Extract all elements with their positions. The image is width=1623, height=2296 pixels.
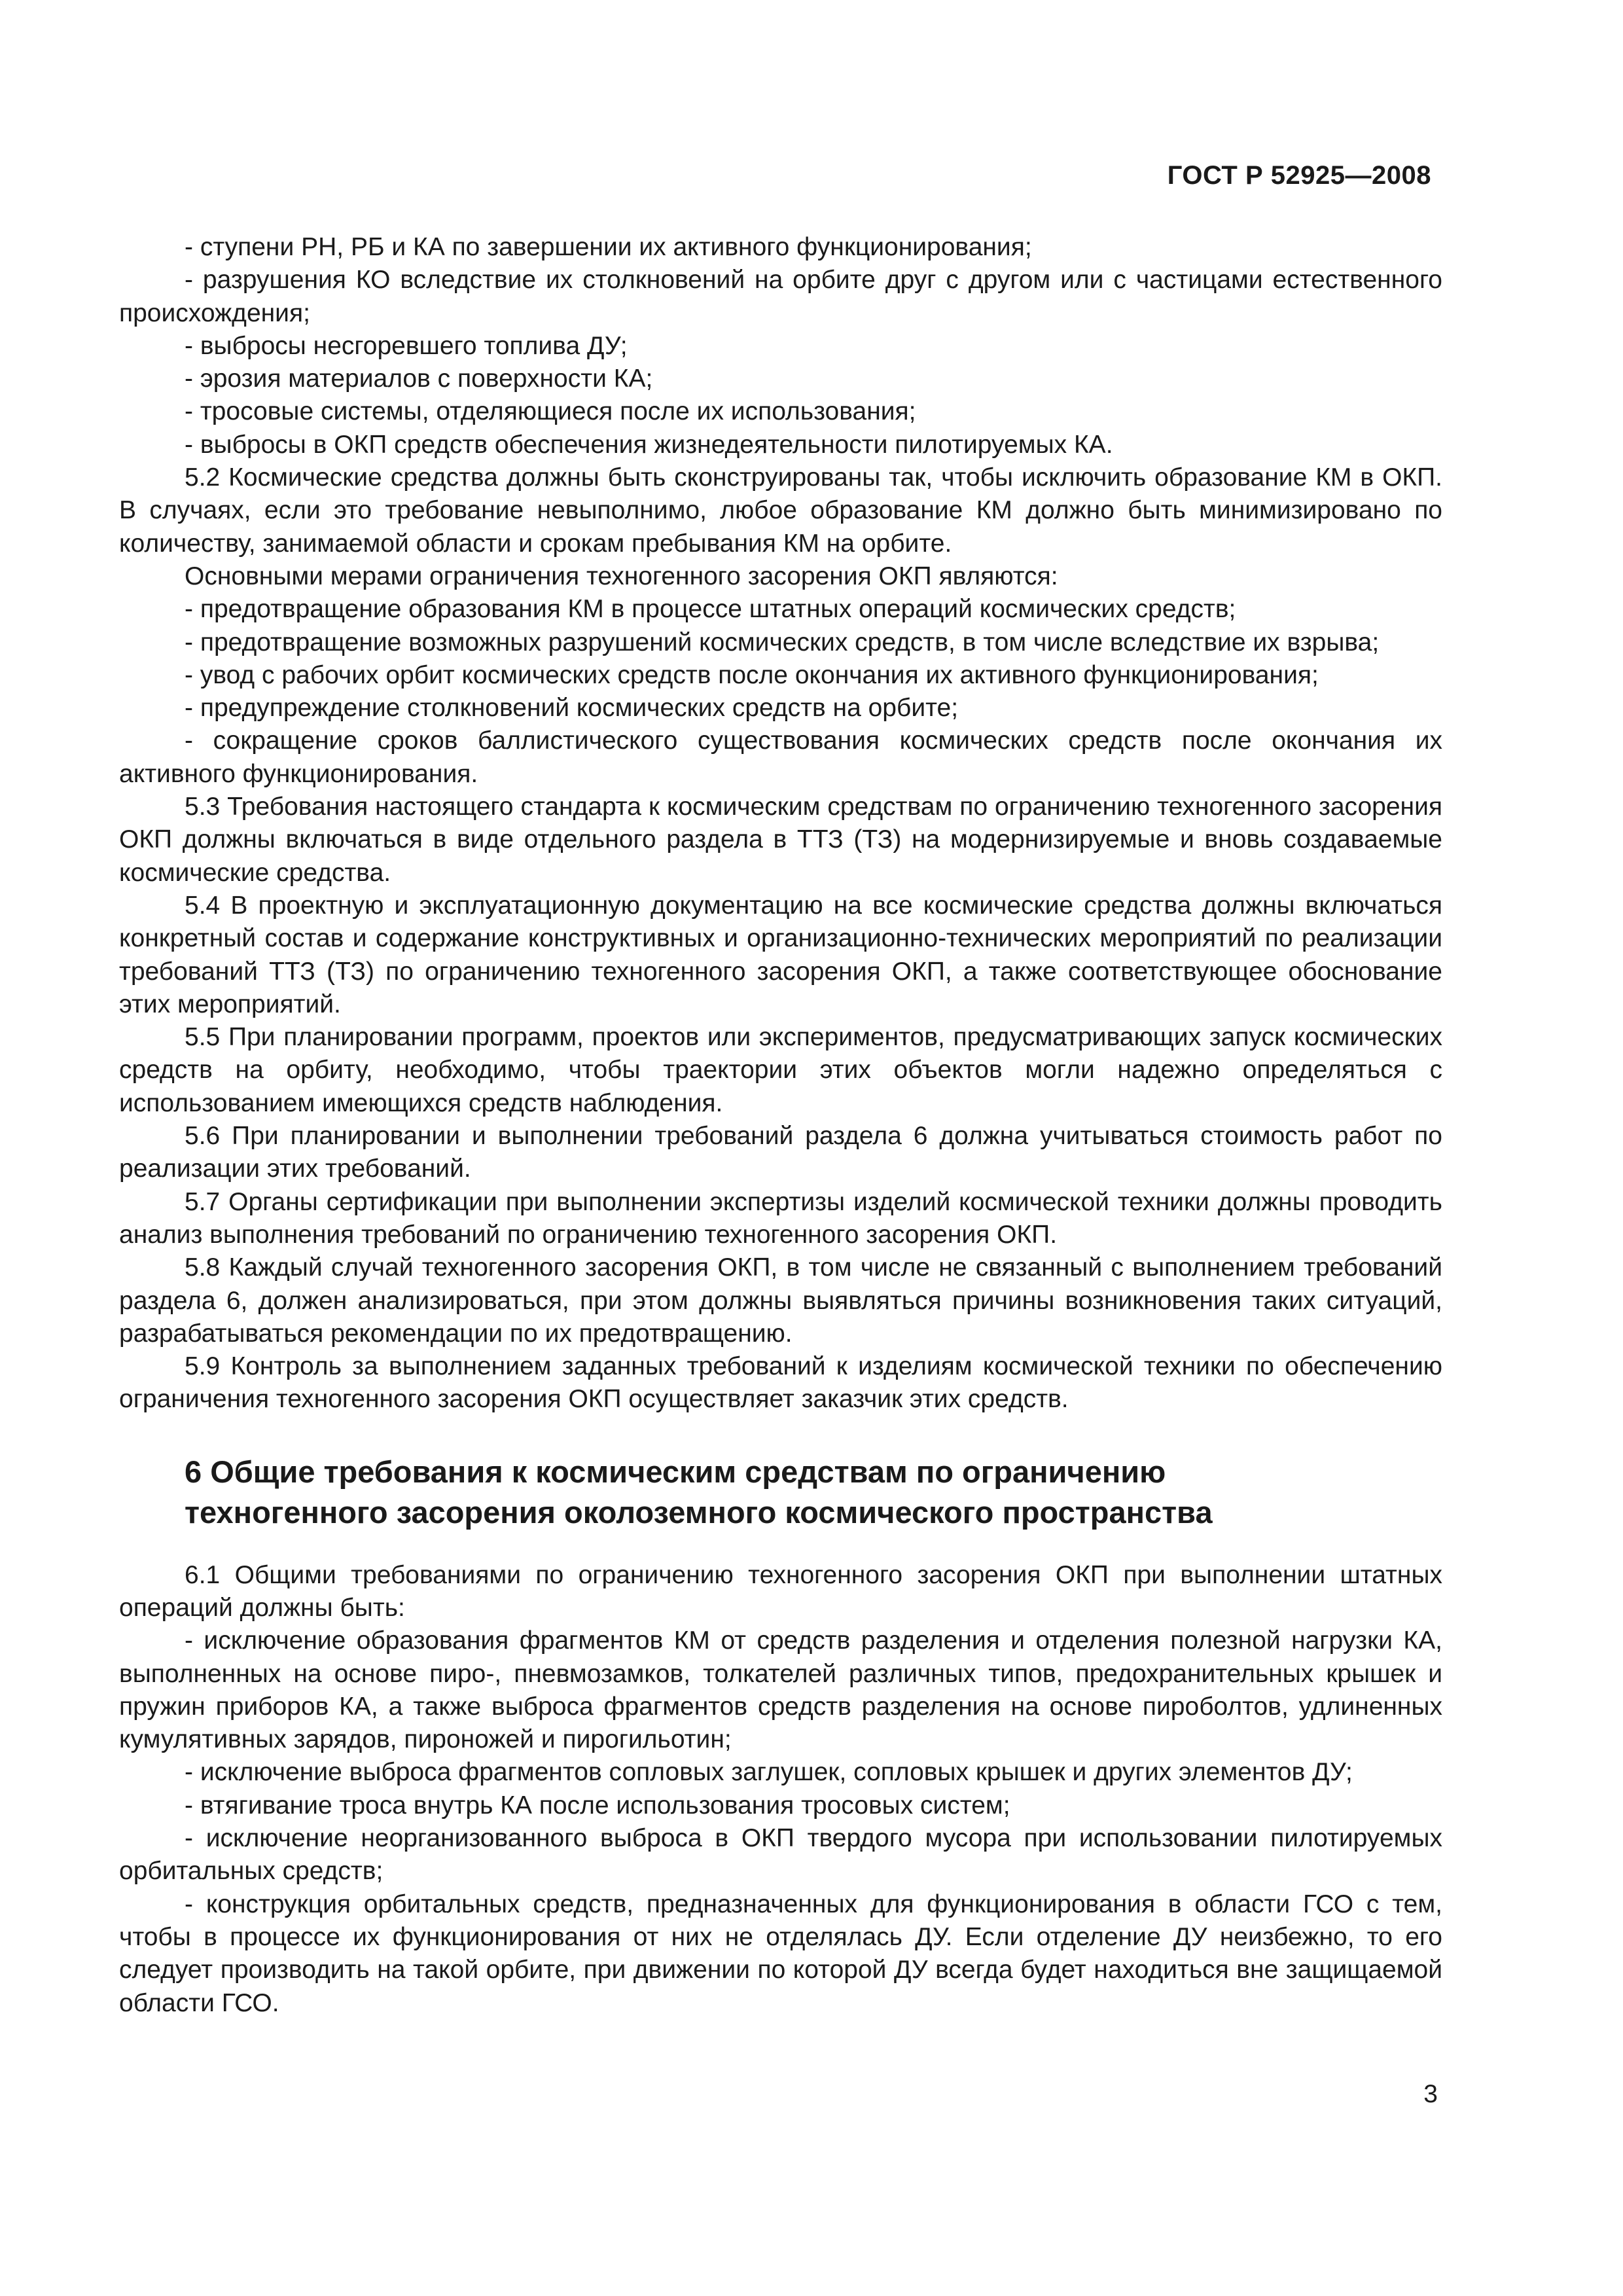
document-code: ГОСТ Р 52925—2008: [1167, 161, 1431, 190]
list-item: - предупреждение столкновений космических средств на орбите;: [185, 694, 959, 723]
paragraph-5-3: 5.3 Требования настоящего стандарта к космическим средствам по ограничению техногенного засорения ОКП должны включаться в виде отдельного раздела в ТТЗ (ТЗ) на модернизируемые и вновь создаваемые космические средства.: [119, 793, 1442, 887]
list-item: - втягивание троса внутрь КА после использования тросовых систем;: [185, 1791, 1010, 1820]
paragraph-5-4: 5.4 В проектную и эксплуатационную документацию на все космические средства должны включаться конкретный состав и содержание конструктивных и организационно-технических мероприятий по реализации требований ТТЗ (ТЗ) по ограничению техногенного засорения ОКП, а также соответствующее обоснование этих мероприятий.: [119, 891, 1442, 1018]
paragraph-5-2: 5.2 Космические средства должны быть сконструированы так, чтобы исключить образование КМ в ОКП. В случаях, если это требование невыполнимо, любое образование КМ должно быть минимизировано по количеству, занимаемой области и срокам пребывания КМ на орбите.: [119, 463, 1442, 558]
measures-intro: Основными мерами ограничения техногенного засорения ОКП являются:: [185, 562, 1058, 590]
list-item: - тросовые системы, отделяющиеся после их использования;: [185, 397, 916, 426]
list-item: - исключение неорганизованного выброса в ОКП твердого мусора при использовании пилотируемых орбитальных средств;: [119, 1824, 1442, 1886]
list-item: - исключение образования фрагментов КМ от средств разделения и отделения полезной нагрузки КА, выполненных на основе пиро-, пневмозамков, толкателей различных типов, предохранительных крышек и пружин приборов КА, а также выброса фрагментов средств разделения на основе пироболтов, удлиненных кумулятивных зарядов, пироножей и пирогильотин;: [119, 1626, 1442, 1754]
list-item: - ступени РН, РБ и КА по завершении их активного функционирования;: [185, 233, 1032, 261]
list-item: - предотвращение возможных разрушений космических средств, в том числе вследствие их взрыва;: [185, 628, 1380, 656]
paragraph-5-7: 5.7 Органы сертификации при выполнении экспертизы изделий космической техники должны проводить анализ выполнения требований по ограничению техногенного засорения ОКП.: [119, 1187, 1442, 1249]
list-item: - предотвращение образования КМ в процессе штатных операций космических средств;: [185, 595, 1236, 624]
section-6-title: [185, 1452, 1442, 1533]
document-body: [119, 231, 1442, 2020]
list-item: - увод с рабочих орбит космических средств после окончания их активного функционирования;: [185, 660, 1319, 689]
list-item: - сокращение сроков баллистического существования космических средств после окончания их активного функционирования.: [119, 726, 1442, 788]
paragraph-5-9: 5.9 Контроль за выполнением заданных требований к изделиям космической техники по обеспечению ограничения техногенного засорения ОКП осуществляет заказчик этих средств.: [119, 1352, 1442, 1414]
section-6-title-line1: 6 Общие требования к космическим средствам по ограничению: [185, 1454, 1166, 1489]
paragraph-5-8: 5.8 Каждый случай техногенного засорения ОКП, в том числе не связанный с выполнением требований раздела 6, должен анализироваться, при этом должны выявляться причины возникновения таких ситуаций, разрабатываться рекомендации по их предотвращению.: [119, 1253, 1442, 1348]
paragraph-5-5: 5.5 При планировании программ, проектов или экспериментов, предусматривающих запуск космических средств на орбиту, необходимо, чтобы траектории этих объектов могли надежно определяться с использованием имеющихся средств наблюдения.: [119, 1023, 1442, 1117]
list-item: - выбросы в ОКП средств обеспечения жизнедеятельности пилотируемых КА.: [185, 430, 1113, 459]
list-item: - исключение выброса фрагментов сопловых заглушек, сопловых крышек и других элементов ДУ;: [185, 1758, 1353, 1787]
page-number: 3: [1423, 2080, 1438, 2108]
paragraph-6-1: 6.1 Общими требованиями по ограничению техногенного засорения ОКП при выполнении штатных операций должны быть:: [119, 1560, 1442, 1622]
paragraph-5-6: 5.6 При планировании и выполнении требований раздела 6 должна учитываться стоимость работ по реализации этих требований.: [119, 1122, 1442, 1183]
list-item: - выбросы несгоревшего топлива ДУ;: [185, 331, 628, 360]
list-item: - разрушения КО вследствие их столкновений на орбите друг с другом или с частицами естественного происхождения;: [119, 266, 1442, 327]
section-6-title-line2: техногенного засорения околоземного космического пространства: [185, 1494, 1213, 1530]
list-item: - конструкция орбитальных средств, предназначенных для функционирования в области ГСО с тем, чтобы в процессе их функционирования от них не отделялась ДУ. Если отделение ДУ неизбежно, то его следует производить на такой орбите, при движении по которой ДУ всегда будет находиться вне защищаемой области ГСО.: [119, 1890, 1442, 2017]
list-item: - эрозия материалов с поверхности КА;: [185, 365, 653, 393]
